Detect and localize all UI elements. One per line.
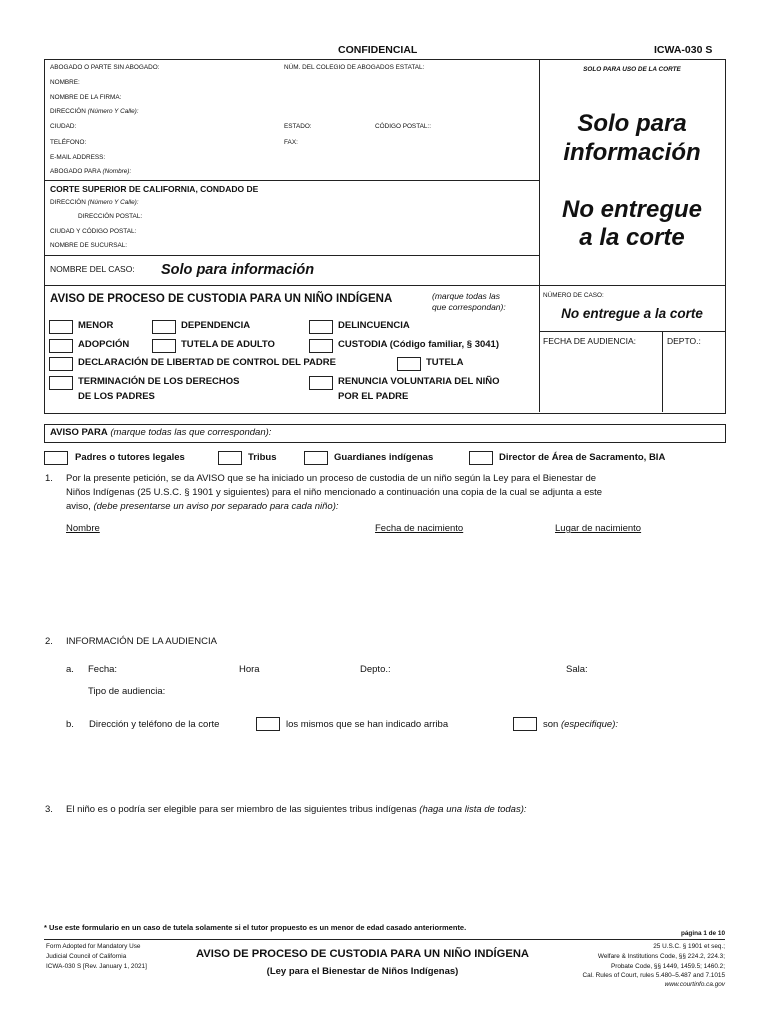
court-address-phone-label: Dirección y teléfono de la corte: [89, 719, 220, 730]
state-label[interactable]: ESTADO:: [284, 123, 312, 130]
termination-label-1: TERMINACIÓN DE LOS DERECHOS: [78, 376, 240, 387]
freedom-checkbox[interactable]: [49, 357, 73, 371]
adoption-label: ADOPCIÓN: [78, 339, 130, 350]
do-not-file-line2: a la corte: [579, 224, 685, 251]
adoption-checkbox[interactable]: [49, 339, 73, 353]
item2-number: 2.: [45, 636, 53, 647]
custodians-label: Guardianes indígenas: [334, 452, 434, 463]
court-use-label: SOLO PARA USO DE LA CORTE: [583, 66, 681, 73]
custodians-checkbox[interactable]: [304, 451, 328, 465]
dependency-label: DEPENDENCIA: [181, 320, 251, 331]
adult-guardianship-checkbox[interactable]: [152, 339, 176, 353]
court-mailing-label[interactable]: DIRECCIÓN POSTAL:: [78, 213, 143, 220]
branch-name-label[interactable]: NOMBRE DE SUCURSAL:: [50, 242, 128, 249]
same-as-above-label: los mismos que se han indicado arriba: [286, 719, 449, 730]
item1-line2: Niños Indígenas (25 U.S.C. § 1901 y siguientes) para el niño mencionado a continuación una copia de la cual se adjunta a este: [66, 487, 603, 498]
do-not-file-line1: No entregue: [561, 196, 702, 223]
specify-checkbox[interactable]: [513, 717, 537, 731]
custody-checkbox[interactable]: [309, 339, 333, 353]
confidential-label: CONFIDENCIAL: [338, 44, 418, 56]
adopted-line2: Judicial Council of California: [46, 953, 127, 960]
item2-title: INFORMACIÓN DE LA AUDIENCIA: [66, 636, 217, 647]
specify-label: son (especifique):: [543, 719, 618, 730]
info-only-line1: Solo para: [577, 110, 687, 137]
minor-checkbox[interactable]: [49, 320, 73, 334]
child-name-column: Nombre: [66, 523, 100, 534]
notice-to-heading: AVISO PARA (marque todas las que correspondan):: [50, 427, 272, 438]
child-pob-column: Lugar de nacimiento: [555, 523, 642, 534]
bia-checkbox[interactable]: [469, 451, 493, 465]
attorney-address-label[interactable]: DIRECCIÓN (Número Y Calle):: [50, 108, 139, 115]
courtinfo-link[interactable]: www.courtinfo.ca.gov: [664, 981, 725, 988]
attorney-name-label[interactable]: NOMBRE:: [50, 79, 80, 86]
dependency-checkbox[interactable]: [152, 320, 176, 334]
ref-line2: Welfare & Institutions Code, §§ 224.2, 224.3;: [597, 953, 725, 960]
email-label[interactable]: E-MAIL ADDRESS:: [50, 154, 106, 161]
adult-guardianship-label: TUTELA DE ADULTO: [181, 339, 275, 350]
city-label[interactable]: CIUDAD:: [50, 123, 77, 130]
adopted-line1: Form Adopted for Mandatory Use: [46, 943, 141, 950]
case-name-value[interactable]: Solo para información: [161, 262, 315, 278]
freedom-label: DECLARACIÓN DE LIBERTAD DE CONTROL DEL PADRE: [78, 357, 336, 368]
case-name-label: NOMBRE DEL CASO:: [50, 264, 135, 274]
item2a-letter: a.: [66, 664, 74, 675]
bia-label: Director de Área de Sacramento, BIA: [499, 452, 666, 463]
item1-line1: Por la presente petición, se da AVISO que se ha iniciado un proceso de custodia de un niño según la Ley para el Bienestar de: [66, 473, 597, 484]
check-note-line1: (marque todas las: [432, 291, 501, 301]
footer-title: AVISO DE PROCESO DE CUSTODIA PARA UN NIÑO INDÍGENA: [196, 948, 529, 960]
page-number: página 1 de 10: [680, 930, 725, 937]
relinquishment-label-2: POR EL PADRE: [338, 391, 409, 402]
delinquency-label: DELINCUENCIA: [338, 320, 410, 331]
attorney-party-label: ABOGADO O PARTE SIN ABOGADO:: [50, 64, 160, 71]
check-note-line2: que correspondan):: [432, 302, 506, 312]
hearing-type-field[interactable]: Tipo de audiencia:: [88, 686, 166, 697]
court-address-label[interactable]: DIRECCIÓN (Número Y Calle):: [50, 199, 139, 206]
adopted-line3: ICWA-030 S [Rev. January 1, 2021]: [46, 963, 147, 970]
hearing-room-field[interactable]: Sala:: [566, 664, 588, 675]
relinquishment-label-1: RENUNCIA VOLUNTARIA DEL NIÑO: [338, 376, 500, 387]
parents-checkbox[interactable]: [44, 451, 68, 465]
item3-number: 3.: [45, 804, 53, 815]
footer-subtitle: (Ley para el Bienestar de Niños Indígenas): [266, 966, 459, 977]
parents-label: Padres o tutores legales: [75, 452, 185, 463]
bar-number-label: NÚM. DEL COLEGIO DE ABOGADOS ESTATAL:: [284, 64, 425, 71]
termination-checkbox[interactable]: [49, 376, 73, 390]
item1-line3: aviso, (debe presentarse un aviso por separado para cada niño):: [66, 501, 339, 512]
court-city-zip-label[interactable]: CIUDAD Y CÓDIGO POSTAL:: [50, 228, 137, 235]
notice-title: AVISO DE PROCESO DE CUSTODIA PARA UN NIÑO INDÍGENA: [50, 293, 393, 305]
ref-line4: Cal. Rules of Court, rules 5.480–5.487 and 7.1015: [582, 972, 725, 979]
minor-label: MENOR: [78, 320, 114, 331]
court-title: CORTE SUPERIOR DE CALIFORNIA, CONDADO DE: [50, 184, 259, 194]
info-only-line2: información: [563, 139, 701, 166]
delinquency-checkbox[interactable]: [309, 320, 333, 334]
phone-label[interactable]: TELÉFONO:: [50, 139, 87, 146]
guardianship-checkbox[interactable]: [397, 357, 421, 371]
tribes-label: Tribus: [248, 452, 277, 463]
same-as-above-checkbox[interactable]: [256, 717, 280, 731]
hearing-dept-field[interactable]: Depto.:: [360, 664, 391, 675]
relinquishment-checkbox[interactable]: [309, 376, 333, 390]
ref-line3: Probate Code, §§ 1449, 1459.5; 1460.2;: [610, 963, 725, 970]
hearing-dept-label[interactable]: DEPTO.:: [667, 336, 701, 346]
termination-label-2: DE LOS PADRES: [78, 391, 155, 402]
fax-label[interactable]: FAX:: [284, 139, 298, 146]
case-number-label: NÚMERO DE CASO:: [543, 292, 604, 299]
zip-label[interactable]: CÓDIGO POSTAL::: [375, 123, 431, 130]
ref-line1: 25 U.S.C. § 1901 et seq.;: [653, 943, 725, 950]
hearing-time-field[interactable]: Hora: [239, 664, 260, 675]
form-number: ICWA-030 S: [654, 44, 713, 56]
hearing-date-label[interactable]: FECHA DE AUDIENCIA:: [543, 336, 637, 346]
firm-name-label[interactable]: NOMBRE DE LA FIRMA:: [50, 94, 122, 101]
item1-number: 1.: [45, 473, 53, 484]
child-dob-column: Fecha de nacimiento: [375, 523, 464, 534]
item3-text: El niño es o podría ser elegible para ser miembro de las siguientes tribus indígenas (haga una lista de todas):: [66, 804, 527, 815]
case-number-value[interactable]: No entregue a la corte: [561, 306, 703, 321]
hearing-date-field[interactable]: Fecha:: [88, 664, 118, 675]
guardianship-label: TUTELA: [426, 357, 464, 368]
tribes-checkbox[interactable]: [218, 451, 242, 465]
item2b-letter: b.: [66, 719, 74, 730]
attorney-for-label[interactable]: ABOGADO PARA (Nombre):: [50, 168, 132, 175]
footnote: * Use este formulario en un caso de tutela solamente si el tutor propuesto es un menor de edad casado anteriormente.: [44, 923, 467, 932]
custody-label: CUSTODIA (Código familiar, § 3041): [338, 339, 500, 350]
